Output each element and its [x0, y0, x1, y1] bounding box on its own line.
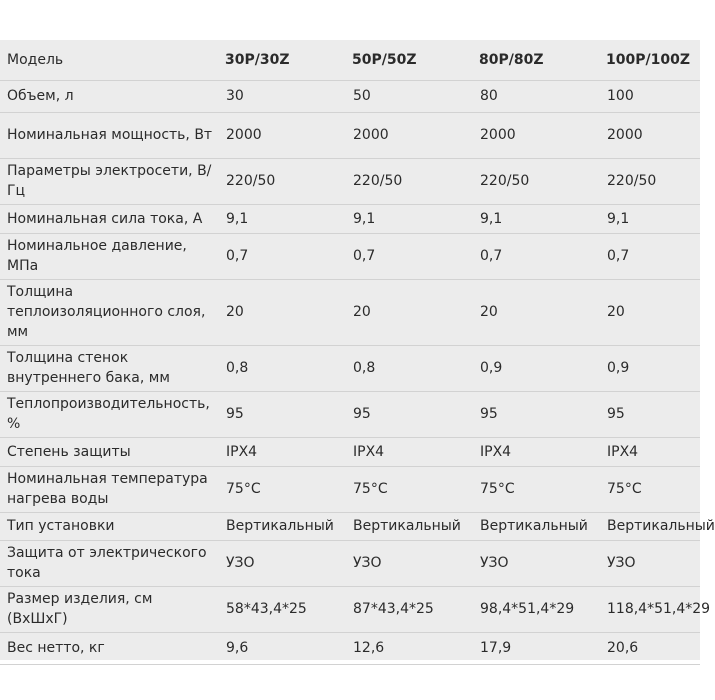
cell-value: Вертикальный	[218, 512, 345, 540]
row-label: Номинальная мощность, Вт	[0, 112, 218, 158]
cell-value: УЗО	[599, 540, 700, 586]
cell-value: 95	[218, 391, 345, 437]
spec-table-frame	[0, 40, 715, 660]
cell-value: 100	[599, 80, 700, 112]
cell-value: Вертикальный	[345, 512, 472, 540]
cell-value: 20	[218, 279, 345, 345]
cell-value: 9,1	[218, 204, 345, 233]
cell-value: 30	[218, 80, 345, 112]
table-row	[0, 112, 700, 158]
model-header: 100P/100Z	[599, 40, 700, 80]
row-label: Размер изделия, см (ВхШхГ)	[0, 586, 218, 632]
table-row	[0, 632, 700, 664]
cell-value: 20	[345, 279, 472, 345]
table-row	[0, 158, 700, 204]
cell-value: Вертикальный	[472, 512, 599, 540]
cell-value: 220/50	[218, 158, 345, 204]
table-header-row	[0, 40, 700, 80]
cell-value: IPX4	[472, 437, 599, 466]
cell-value: 0,7	[218, 233, 345, 279]
cell-value: УЗО	[472, 540, 599, 586]
model-header: 50P/50Z	[345, 40, 472, 80]
cell-value: 20	[599, 279, 700, 345]
cell-value: 75°C	[472, 466, 599, 512]
cell-value: 0,7	[345, 233, 472, 279]
cell-value: 2000	[472, 112, 599, 158]
cell-value: 220/50	[345, 158, 472, 204]
cell-value: IPX4	[345, 437, 472, 466]
cell-value: 2000	[599, 112, 700, 158]
row-label: Вес нетто, кг	[0, 632, 218, 664]
cell-value: 220/50	[599, 158, 700, 204]
cell-value: 95	[345, 391, 472, 437]
model-header: 30P/30Z	[218, 40, 345, 80]
table-row	[0, 345, 700, 391]
row-label: Степень защиты	[0, 437, 218, 466]
table-row	[0, 466, 700, 512]
cell-value: 9,1	[345, 204, 472, 233]
table-row	[0, 279, 700, 345]
row-label: Номинальное давление, МПа	[0, 233, 218, 279]
cell-value: 0,8	[218, 345, 345, 391]
cell-value: 17,9	[472, 632, 599, 664]
cell-value: 12,6	[345, 632, 472, 664]
table-row	[0, 512, 700, 540]
cell-value: 2000	[345, 112, 472, 158]
cell-value: 50	[345, 80, 472, 112]
cell-value: 220/50	[472, 158, 599, 204]
cell-value: 0,8	[345, 345, 472, 391]
cell-value: IPX4	[599, 437, 700, 466]
cell-value: 0,9	[599, 345, 700, 391]
row-label: Номинальная сила тока, А	[0, 204, 218, 233]
header-label: Модель	[0, 40, 218, 80]
cell-value: 95	[599, 391, 700, 437]
table-row	[0, 586, 700, 632]
cell-value: 80	[472, 80, 599, 112]
table-row	[0, 204, 700, 233]
row-label: Номинальная температура нагрева воды	[0, 466, 218, 512]
cell-value: Вертикальный	[599, 512, 700, 540]
cell-value: 58*43,4*25	[218, 586, 345, 632]
cell-value: 75°C	[599, 466, 700, 512]
cell-value: 20	[472, 279, 599, 345]
table-row	[0, 437, 700, 466]
cell-value: 98,4*51,4*29	[472, 586, 599, 632]
cell-value: 87*43,4*25	[345, 586, 472, 632]
cell-value: 9,1	[599, 204, 700, 233]
cell-value: 0,7	[599, 233, 700, 279]
cell-value: 0,7	[472, 233, 599, 279]
table-row	[0, 540, 700, 586]
cell-value: УЗО	[218, 540, 345, 586]
table-row	[0, 80, 700, 112]
cell-value: 118,4*51,4*29	[599, 586, 700, 632]
table-row	[0, 391, 700, 437]
row-label: Толщина стенок внутреннего бака, мм	[0, 345, 218, 391]
cell-value: 75°C	[345, 466, 472, 512]
row-label: Теплопроизводительность, %	[0, 391, 218, 437]
cell-value: 2000	[218, 112, 345, 158]
table-row	[0, 233, 700, 279]
cell-value: 9,6	[218, 632, 345, 664]
cell-value: 0,9	[472, 345, 599, 391]
specifications-table	[0, 40, 715, 665]
row-label: Параметры электросети, В/Гц	[0, 158, 218, 204]
cell-value: 20,6	[599, 632, 700, 664]
cell-value: 95	[472, 391, 599, 437]
cell-value: 75°C	[218, 466, 345, 512]
row-label: Тип установки	[0, 512, 218, 540]
cell-value: УЗО	[345, 540, 472, 586]
row-label: Объем, л	[0, 80, 218, 112]
cell-value: IPX4	[218, 437, 345, 466]
row-label: Толщина теплоизоляционного слоя, мм	[0, 279, 218, 345]
row-label: Защита от электрического тока	[0, 540, 218, 586]
model-header: 80P/80Z	[472, 40, 599, 80]
cell-value: 9,1	[472, 204, 599, 233]
